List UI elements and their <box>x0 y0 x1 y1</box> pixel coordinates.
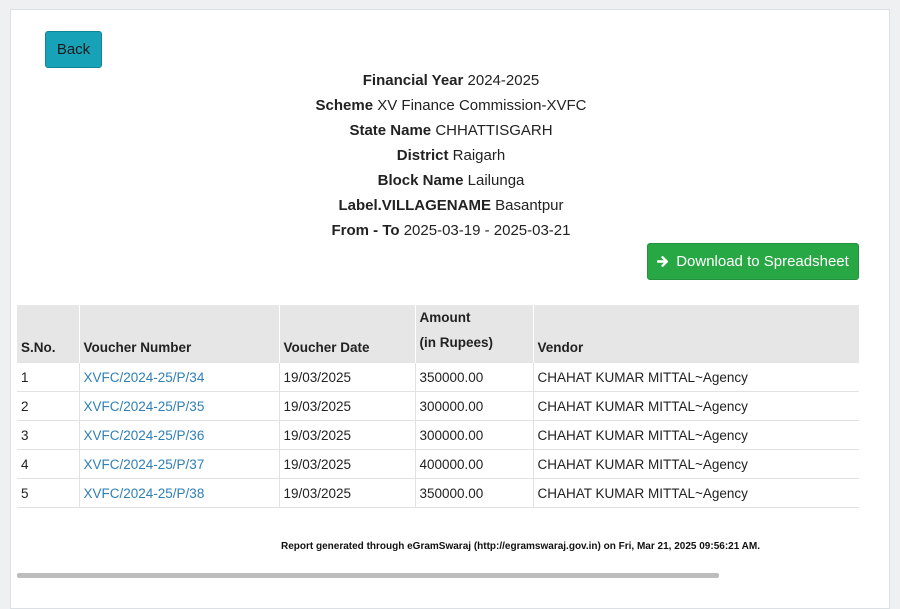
cell-vendor: CHAHAT KUMAR MITTAL~Agency <box>533 479 859 508</box>
voucher-table-container <box>17 305 859 508</box>
info-label: From - To <box>331 222 400 239</box>
info-value: CHHATTISGARH <box>435 122 553 139</box>
voucher-link[interactable]: XVFC/2024-25/P/36 <box>83 427 205 443</box>
cell-sno: 2 <box>17 392 79 421</box>
download-spreadsheet-button[interactable] <box>647 243 859 280</box>
arrow-right-icon <box>657 255 670 268</box>
cell-vendor: CHAHAT KUMAR MITTAL~Agency <box>533 363 859 392</box>
info-value: Lailunga <box>467 172 525 189</box>
info-label: State Name <box>349 122 432 139</box>
info-date-range <box>11 218 891 243</box>
cell-voucher <box>79 421 279 450</box>
voucher-link[interactable]: XVFC/2024-25/P/38 <box>83 485 205 501</box>
info-value: Raigarh <box>452 147 506 164</box>
download-label: Download to Spreadsheet <box>676 253 849 270</box>
table-header-row <box>17 305 859 363</box>
cell-date: 19/03/2025 <box>279 363 415 392</box>
cell-date: 19/03/2025 <box>279 479 415 508</box>
report-footer-note: Report generated through eGramSwaraj (http://egramswaraj.gov.in) on Fri, Mar 21, 2025 09:56:21 AM. <box>281 541 761 552</box>
cell-sno: 4 <box>17 450 79 479</box>
voucher-table <box>17 305 859 508</box>
report-card <box>10 9 890 609</box>
info-district <box>11 143 891 168</box>
cell-date: 19/03/2025 <box>279 392 415 421</box>
table-row <box>17 363 859 392</box>
header-voucher-date: Voucher Date <box>279 305 415 363</box>
info-label: Financial Year <box>362 72 464 89</box>
cell-amount: 350000.00 <box>415 363 533 392</box>
voucher-link[interactable]: XVFC/2024-25/P/35 <box>83 398 205 414</box>
header-amount: Amount (in Rupees) <box>415 305 533 363</box>
cell-vendor: CHAHAT KUMAR MITTAL~Agency <box>533 421 859 450</box>
info-state <box>11 118 891 143</box>
back-button[interactable]: Back <box>45 31 102 68</box>
info-financial-year <box>11 68 891 93</box>
info-value: XV Finance Commission-XVFC <box>377 97 587 114</box>
header-vendor: Vendor <box>537 340 584 355</box>
cell-date: 19/03/2025 <box>279 450 415 479</box>
info-village <box>11 193 891 218</box>
header-sno: S.No. <box>17 305 79 363</box>
info-scheme <box>11 93 891 118</box>
info-label: Scheme <box>315 97 374 114</box>
cell-amount: 300000.00 <box>415 421 533 450</box>
report-info <box>11 68 891 243</box>
cell-vendor: CHAHAT KUMAR MITTAL~Agency <box>533 450 859 479</box>
horizontal-scrollbar[interactable] <box>17 573 719 578</box>
table-row <box>17 479 859 508</box>
cell-sno: 5 <box>17 479 79 508</box>
cell-sno: 1 <box>17 363 79 392</box>
cell-amount: 400000.00 <box>415 450 533 479</box>
cell-voucher <box>79 392 279 421</box>
cell-sno: 3 <box>17 421 79 450</box>
cell-amount: 350000.00 <box>415 479 533 508</box>
info-value: 2025-03-19 - 2025-03-21 <box>403 222 571 239</box>
table-row <box>17 392 859 421</box>
info-label: Block Name <box>377 172 464 189</box>
cell-vendor: CHAHAT KUMAR MITTAL~Agency <box>533 392 859 421</box>
table-row <box>17 450 859 479</box>
cell-voucher <box>79 363 279 392</box>
info-label: District <box>396 147 449 164</box>
table-row <box>17 421 859 450</box>
cell-voucher <box>79 450 279 479</box>
info-block <box>11 168 891 193</box>
info-value: 2024-2025 <box>467 72 540 89</box>
cell-voucher <box>79 479 279 508</box>
voucher-link[interactable]: XVFC/2024-25/P/37 <box>83 456 205 472</box>
info-value: Basantpur <box>495 197 564 214</box>
cell-amount: 300000.00 <box>415 392 533 421</box>
info-label: Label.VILLAGENAME <box>338 197 491 214</box>
header-voucher-number: Voucher Number <box>79 305 279 363</box>
voucher-link[interactable]: XVFC/2024-25/P/34 <box>83 369 205 385</box>
cell-date: 19/03/2025 <box>279 421 415 450</box>
